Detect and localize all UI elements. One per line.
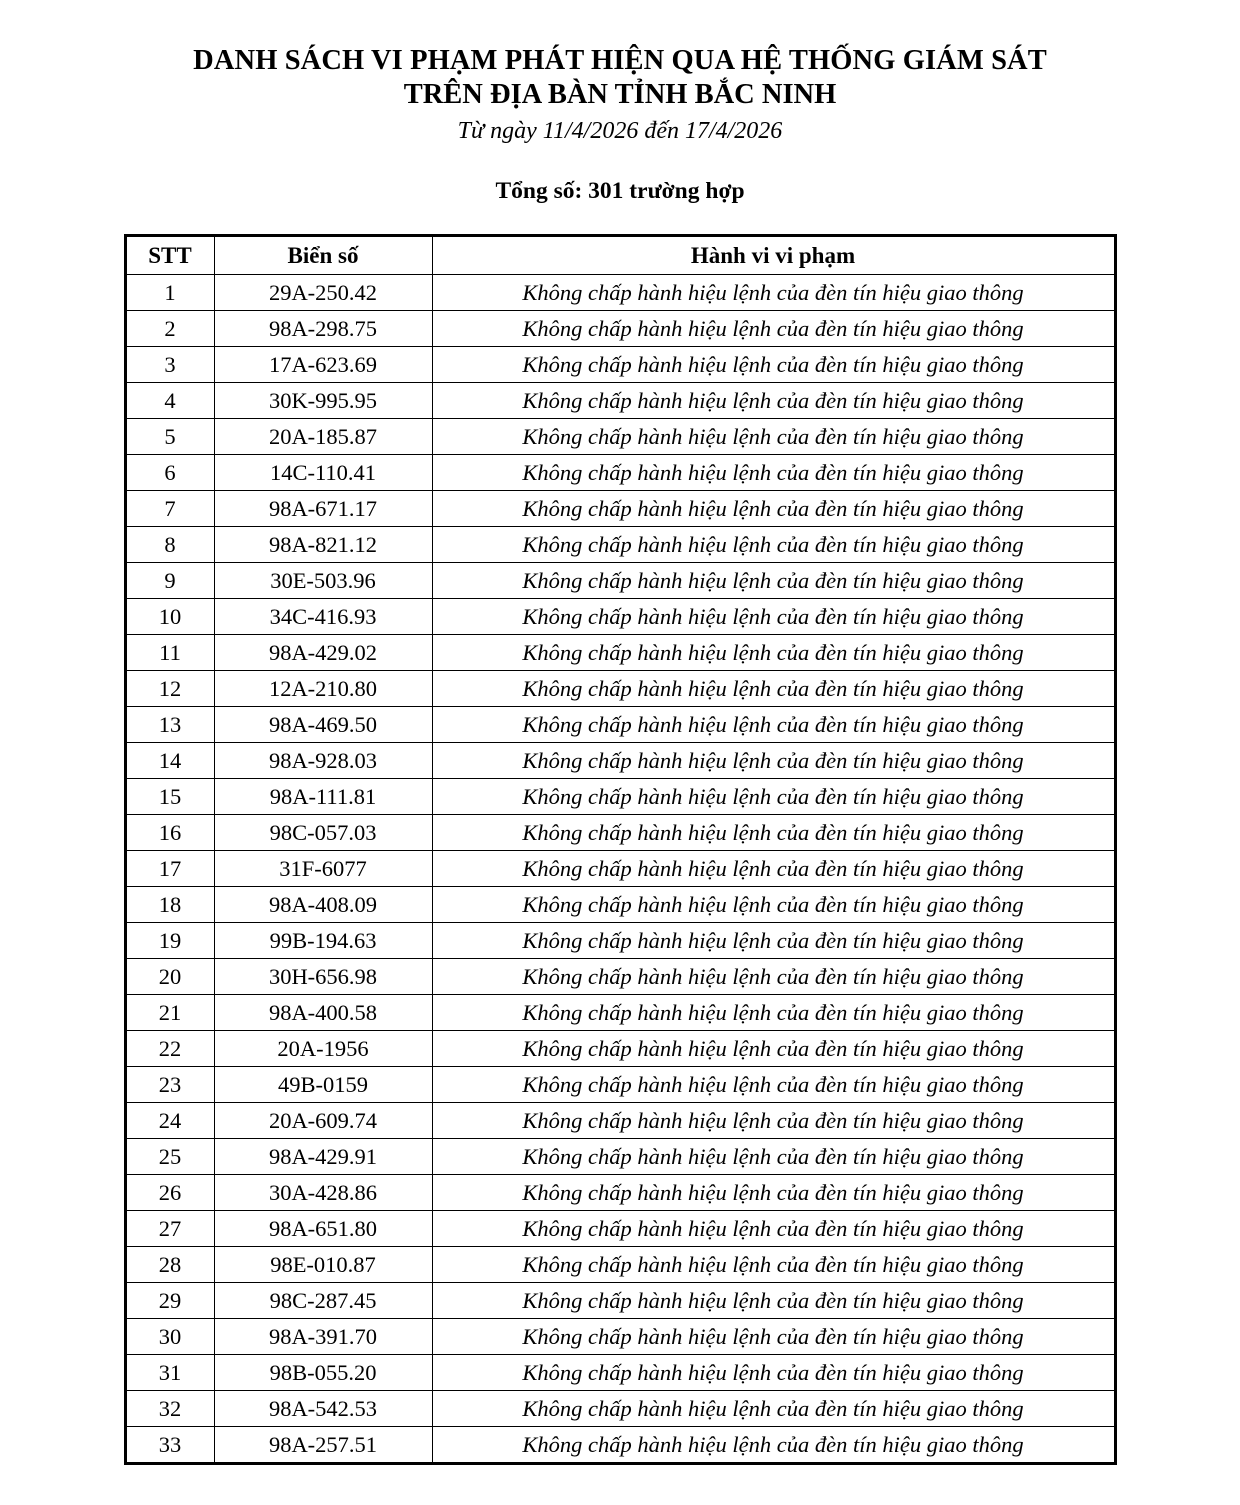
cell-license-plate: 98B-055.20 (214, 1355, 432, 1391)
cell-violation: Không chấp hành hiệu lệnh của đèn tín hiệu giao thông (432, 491, 1115, 527)
cell-license-plate: 29A-250.42 (214, 275, 432, 311)
column-header-plate: Biển số (214, 236, 432, 275)
cell-violation: Không chấp hành hiệu lệnh của đèn tín hiệu giao thông (432, 1427, 1115, 1464)
cell-license-plate: 49B-0159 (214, 1067, 432, 1103)
cell-violation: Không chấp hành hiệu lệnh của đèn tín hiệu giao thông (432, 599, 1115, 635)
cell-license-plate: 98A-928.03 (214, 743, 432, 779)
cell-stt: 11 (125, 635, 214, 671)
table-row (125, 743, 1115, 779)
table-row (125, 671, 1115, 707)
table-head (125, 236, 1115, 275)
table-header-row (125, 236, 1115, 275)
cell-violation: Không chấp hành hiệu lệnh của đèn tín hiệu giao thông (432, 419, 1115, 455)
table-row (125, 599, 1115, 635)
cell-violation: Không chấp hành hiệu lệnh của đèn tín hiệu giao thông (432, 707, 1115, 743)
table-body (125, 275, 1115, 1464)
cell-violation: Không chấp hành hiệu lệnh của đèn tín hiệu giao thông (432, 995, 1115, 1031)
cell-violation: Không chấp hành hiệu lệnh của đèn tín hiệu giao thông (432, 1031, 1115, 1067)
cell-stt: 16 (125, 815, 214, 851)
table-row (125, 851, 1115, 887)
cell-license-plate: 98A-391.70 (214, 1319, 432, 1355)
table-row (125, 635, 1115, 671)
table-row (125, 1391, 1115, 1427)
cell-stt: 7 (125, 491, 214, 527)
document-title-line-1: DANH SÁCH VI PHẠM PHÁT HIỆN QUA HỆ THỐNG GIÁM SÁT (193, 45, 1047, 76)
cell-stt: 12 (125, 671, 214, 707)
cell-stt: 5 (125, 419, 214, 455)
cell-license-plate: 20A-1956 (214, 1031, 432, 1067)
cell-violation: Không chấp hành hiệu lệnh của đèn tín hiệu giao thông (432, 1175, 1115, 1211)
cell-license-plate: 98A-429.91 (214, 1139, 432, 1175)
violations-table-container (0, 234, 1240, 1465)
cell-stt: 29 (125, 1283, 214, 1319)
table-row (125, 491, 1115, 527)
cell-license-plate: 12A-210.80 (214, 671, 432, 707)
cell-stt: 4 (125, 383, 214, 419)
table-row (125, 275, 1115, 311)
cell-license-plate: 30K-995.95 (214, 383, 432, 419)
cell-stt: 3 (125, 347, 214, 383)
cell-license-plate: 17A-623.69 (214, 347, 432, 383)
cell-license-plate: 30A-428.86 (214, 1175, 432, 1211)
cell-violation: Không chấp hành hiệu lệnh của đèn tín hiệu giao thông (432, 923, 1115, 959)
table-row (125, 1103, 1115, 1139)
cell-license-plate: 98A-408.09 (214, 887, 432, 923)
table-row (125, 1283, 1115, 1319)
cell-violation: Không chấp hành hiệu lệnh của đèn tín hiệu giao thông (432, 1355, 1115, 1391)
cell-stt: 24 (125, 1103, 214, 1139)
table-row (125, 1247, 1115, 1283)
cell-violation: Không chấp hành hiệu lệnh của đèn tín hiệu giao thông (432, 1319, 1115, 1355)
cell-violation: Không chấp hành hiệu lệnh của đèn tín hiệu giao thông (432, 311, 1115, 347)
cell-violation: Không chấp hành hiệu lệnh của đèn tín hiệu giao thông (432, 1139, 1115, 1175)
cell-stt: 27 (125, 1211, 214, 1247)
cell-violation: Không chấp hành hiệu lệnh của đèn tín hiệu giao thông (432, 1283, 1115, 1319)
table-row (125, 563, 1115, 599)
cell-stt: 14 (125, 743, 214, 779)
cell-stt: 22 (125, 1031, 214, 1067)
cell-violation: Không chấp hành hiệu lệnh của đèn tín hiệu giao thông (432, 1103, 1115, 1139)
cell-violation: Không chấp hành hiệu lệnh của đèn tín hiệu giao thông (432, 851, 1115, 887)
cell-stt: 18 (125, 887, 214, 923)
cell-license-plate: 99B-194.63 (214, 923, 432, 959)
cell-stt: 33 (125, 1427, 214, 1464)
table-row (125, 707, 1115, 743)
cell-stt: 10 (125, 599, 214, 635)
column-header-violation: Hành vi vi phạm (432, 236, 1115, 275)
cell-license-plate: 98A-298.75 (214, 311, 432, 347)
cell-violation: Không chấp hành hiệu lệnh của đèn tín hiệu giao thông (432, 887, 1115, 923)
cell-stt: 9 (125, 563, 214, 599)
table-row (125, 383, 1115, 419)
cell-license-plate: 14C-110.41 (214, 455, 432, 491)
table-row (125, 527, 1115, 563)
cell-stt: 8 (125, 527, 214, 563)
cell-stt: 26 (125, 1175, 214, 1211)
table-row (125, 419, 1115, 455)
cell-violation: Không chấp hành hiệu lệnh của đèn tín hiệu giao thông (432, 635, 1115, 671)
document-total-count: Tổng số: 301 trường hợp (495, 178, 745, 204)
cell-license-plate: 98A-429.02 (214, 635, 432, 671)
cell-license-plate: 20A-609.74 (214, 1103, 432, 1139)
cell-stt: 20 (125, 959, 214, 995)
cell-license-plate: 34C-416.93 (214, 599, 432, 635)
cell-violation: Không chấp hành hiệu lệnh của đèn tín hiệu giao thông (432, 527, 1115, 563)
cell-violation: Không chấp hành hiệu lệnh của đèn tín hiệu giao thông (432, 671, 1115, 707)
cell-stt: 21 (125, 995, 214, 1031)
cell-stt: 13 (125, 707, 214, 743)
cell-stt: 6 (125, 455, 214, 491)
cell-license-plate: 98A-542.53 (214, 1391, 432, 1427)
table-row (125, 815, 1115, 851)
cell-license-plate: 98A-671.17 (214, 491, 432, 527)
cell-license-plate: 30E-503.96 (214, 563, 432, 599)
cell-license-plate: 98A-651.80 (214, 1211, 432, 1247)
cell-violation: Không chấp hành hiệu lệnh của đèn tín hiệu giao thông (432, 275, 1115, 311)
table-row (125, 347, 1115, 383)
table-row (125, 1175, 1115, 1211)
cell-stt: 30 (125, 1319, 214, 1355)
table-row (125, 995, 1115, 1031)
column-header-stt: STT (125, 236, 214, 275)
cell-license-plate: 98A-469.50 (214, 707, 432, 743)
cell-stt: 17 (125, 851, 214, 887)
table-row (125, 779, 1115, 815)
document-header (0, 0, 1240, 205)
cell-violation: Không chấp hành hiệu lệnh của đèn tín hiệu giao thông (432, 563, 1115, 599)
cell-violation: Không chấp hành hiệu lệnh của đèn tín hiệu giao thông (432, 959, 1115, 995)
cell-violation: Không chấp hành hiệu lệnh của đèn tín hiệu giao thông (432, 815, 1115, 851)
cell-license-plate: 98A-257.51 (214, 1427, 432, 1464)
cell-violation: Không chấp hành hiệu lệnh của đèn tín hiệu giao thông (432, 1067, 1115, 1103)
table-row (125, 1355, 1115, 1391)
table-row (125, 959, 1115, 995)
cell-violation: Không chấp hành hiệu lệnh của đèn tín hiệu giao thông (432, 455, 1115, 491)
cell-license-plate: 20A-185.87 (214, 419, 432, 455)
cell-stt: 32 (125, 1391, 214, 1427)
table-row (125, 1319, 1115, 1355)
table-row (125, 455, 1115, 491)
cell-violation: Không chấp hành hiệu lệnh của đèn tín hiệu giao thông (432, 383, 1115, 419)
document-date-range: Từ ngày 11/4/2026 đến 17/4/2026 (457, 118, 783, 144)
table-row (125, 1139, 1115, 1175)
document-title-line-2: TRÊN ĐỊA BÀN TỈNH BẮC NINH (403, 79, 837, 110)
violations-table (124, 234, 1117, 1465)
cell-violation: Không chấp hành hiệu lệnh của đèn tín hiệu giao thông (432, 347, 1115, 383)
cell-violation: Không chấp hành hiệu lệnh của đèn tín hiệu giao thông (432, 779, 1115, 815)
table-row (125, 1067, 1115, 1103)
cell-license-plate: 98C-057.03 (214, 815, 432, 851)
cell-stt: 25 (125, 1139, 214, 1175)
cell-license-plate: 30H-656.98 (214, 959, 432, 995)
table-row (125, 923, 1115, 959)
cell-stt: 28 (125, 1247, 214, 1283)
cell-stt: 31 (125, 1355, 214, 1391)
cell-license-plate: 98C-287.45 (214, 1283, 432, 1319)
cell-stt: 19 (125, 923, 214, 959)
cell-license-plate: 31F-6077 (214, 851, 432, 887)
cell-violation: Không chấp hành hiệu lệnh của đèn tín hiệu giao thông (432, 1211, 1115, 1247)
cell-license-plate: 98A-111.81 (214, 779, 432, 815)
cell-license-plate: 98E-010.87 (214, 1247, 432, 1283)
cell-license-plate: 98A-400.58 (214, 995, 432, 1031)
table-row (125, 311, 1115, 347)
table-row (125, 1031, 1115, 1067)
cell-violation: Không chấp hành hiệu lệnh của đèn tín hiệu giao thông (432, 743, 1115, 779)
cell-violation: Không chấp hành hiệu lệnh của đèn tín hiệu giao thông (432, 1391, 1115, 1427)
cell-stt: 2 (125, 311, 214, 347)
cell-license-plate: 98A-821.12 (214, 527, 432, 563)
cell-stt: 15 (125, 779, 214, 815)
table-row (125, 1427, 1115, 1464)
cell-stt: 23 (125, 1067, 214, 1103)
table-row (125, 1211, 1115, 1247)
cell-violation: Không chấp hành hiệu lệnh của đèn tín hiệu giao thông (432, 1247, 1115, 1283)
table-row (125, 887, 1115, 923)
cell-stt: 1 (125, 275, 214, 311)
